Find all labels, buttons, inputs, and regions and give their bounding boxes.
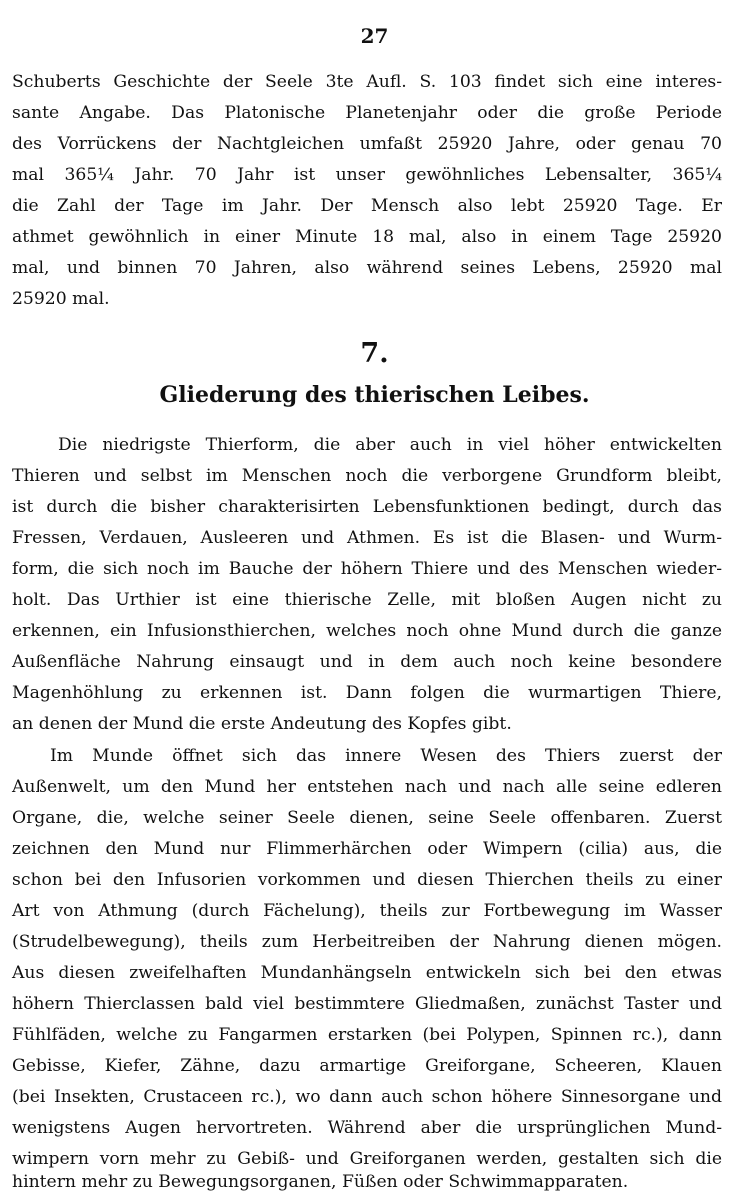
text-line: ist durch die bisher charakterisirten Lebensfunktionen bedingt, durch das (12, 497, 722, 517)
page-number: 27 (360, 24, 389, 48)
text-line: die Zahl der Tage im Jahr. Der Mensch also lebt 25920 Tage. Er (12, 196, 722, 216)
text-line: erkennen, ein Infusionsthierchen, welches noch ohne Mund durch die ganze (12, 621, 722, 641)
text-line: des Vorrückens der Nachtgleichen umfaßt 25920 Jahre, oder genau 70 (12, 134, 722, 154)
text-line: Organe, die, welche seiner Seele dienen, seine Seele offenbaren. Zuerst (12, 808, 722, 828)
text-line: schon bei den Infusorien vorkommen und diesen Thierchen theils zu einer (12, 870, 722, 890)
text-line: Fühlfäden, welche zu Fangarmen erstarken (bei Polypen, Spinnen rc.), dann (12, 1025, 722, 1045)
text-line: zeichnen den Mund nur Flimmerhärchen oder Wimpern (cilia) aus, die (12, 839, 722, 859)
section-title: Gliederung des thierischen Leibes. (159, 382, 590, 408)
text-line: mal, und binnen 70 Jahren, also während seines Lebens, 25920 mal (12, 258, 722, 278)
text-line: an denen der Mund die erste Andeutung des Kopfes gibt. (12, 714, 512, 734)
text-line: (bei Insekten, Crustaceen rc.), wo dann auch schon höhere Sinnesorgane und (12, 1087, 722, 1107)
text-line: Außenfläche Nahrung einsaugt und in dem auch noch keine besondere (12, 652, 722, 672)
section-number: 7. (360, 338, 389, 369)
text-line: sante Angabe. Das Platonische Planetenjahr oder die große Periode (12, 103, 722, 123)
text-line: Thieren und selbst im Menschen noch die verborgene Grundform bleibt, (12, 466, 722, 486)
text-line: athmet gewöhnlich in einer Minute 18 mal, also in einem Tage 25920 (12, 227, 722, 247)
text-line: Magenhöhlung zu erkennen ist. Dann folgen die wurmartigen Thiere, (12, 683, 722, 703)
text-line: Art von Athmung (durch Fächelung), theils zur Fortbewegung im Wasser (12, 901, 722, 921)
text-line: Außenwelt, um den Mund her entstehen nach und nach alle seine edleren (12, 777, 722, 797)
text-line: wenigstens Augen hervortreten. Während aber die ursprünglichen Mund- (12, 1118, 722, 1138)
text-line: holt. Das Urthier ist eine thierische Zelle, mit bloßen Augen nicht zu (12, 590, 722, 610)
text-line: 25920 mal. (12, 289, 110, 309)
text-line: Schuberts Geschichte der Seele 3te Aufl. S. 103 findet sich eine interes- (12, 72, 722, 92)
text-line: Gebisse, Kiefer, Zähne, dazu armartige Greiforgane, Scheeren, Klauen (12, 1056, 722, 1076)
text-line: mal 365¼ Jahr. 70 Jahr ist unser gewöhnliches Lebensalter, 365¼ (12, 165, 722, 185)
text-line: hintern mehr zu Bewegungsorganen, Füßen oder Schwimmapparaten. (12, 1172, 629, 1192)
text-line: Fressen, Verdauen, Ausleeren und Athmen. Es ist die Blasen- und Wurm- (12, 528, 722, 548)
text-line: wimpern vorn mehr zu Gebiß- und Greiforganen werden, gestalten sich die (12, 1149, 722, 1169)
text-line: (Strudelbewegung), theils zum Herbeitreiben der Nahrung dienen mögen. (12, 932, 722, 952)
text-line: form, die sich noch im Bauche der höhern Thiere und des Menschen wieder- (12, 559, 722, 579)
text-line: Die niedrigste Thierform, die aber auch in viel höher entwickelten (58, 435, 722, 455)
text-line: höhern Thierclassen bald viel bestimmtere Gliedmaßen, zunächst Taster und (12, 994, 722, 1014)
text-line: Im Munde öffnet sich das innere Wesen des Thiers zuerst der (50, 746, 722, 766)
text-line: Aus diesen zweifelhaften Mundanhängseln entwickeln sich bei den etwas (12, 963, 722, 983)
